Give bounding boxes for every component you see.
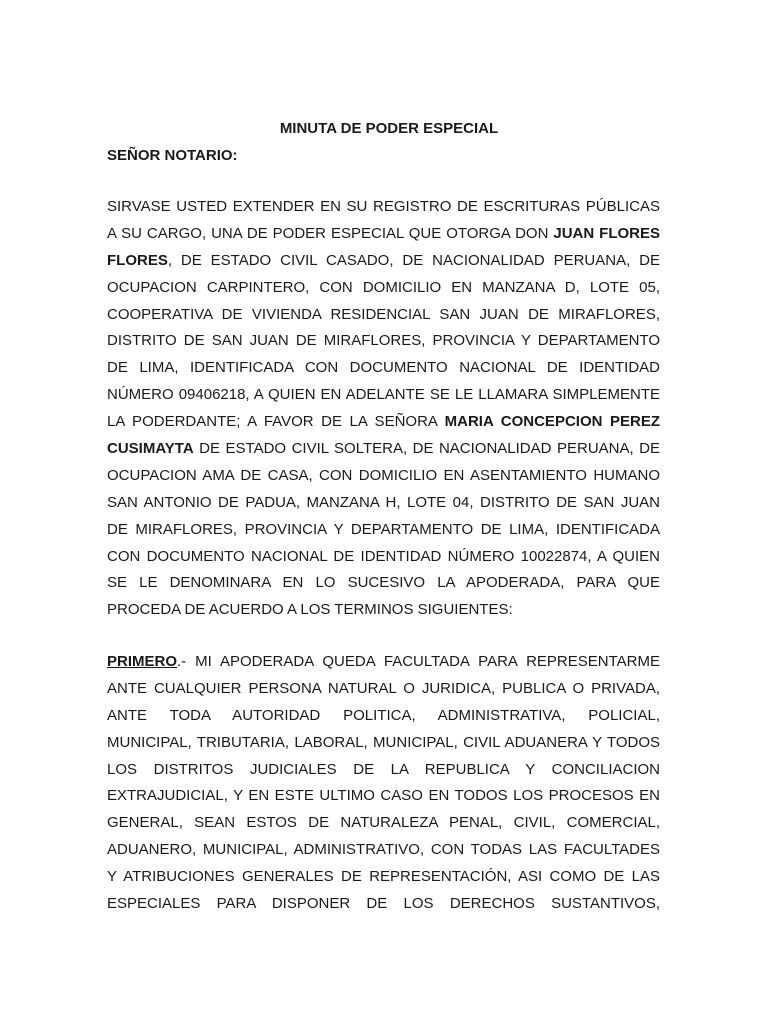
document-title: MINUTA DE PODER ESPECIAL	[279, 120, 499, 137]
text-line: SIRVASE USTED EXTENDER EN SU REGISTRO DE ESCRITURAS PÚBLICAS	[107, 198, 660, 215]
paragraph-primero	[107, 649, 660, 918]
text-line: OCUPACION AMA DE CASA, CON DOMICILIO EN ASENTAMIENTO HUMANO	[107, 466, 660, 484]
text-line: DE LIMA, IDENTIFICADA CON DOCUMENTO NACIONAL DE IDENTIDAD	[107, 359, 660, 377]
text-line: SAN ANTONIO DE PADUA, MANZANA H, LOTE 04, DISTRITO DE SAN JUAN	[107, 493, 660, 511]
text-line: MUNICIPAL, TRIBUTARIA, LABORAL, MUNICIPAL, CIVIL ADUANERA Y TODOS	[107, 733, 660, 751]
salutation: SEÑOR NOTARIO:	[107, 147, 238, 164]
text-line: PROCEDA DE ACUERDO A LOS TERMINOS SIGUIENTES:	[107, 601, 513, 619]
text-line: Y ATRIBUCIONES GENERALES DE REPRESENTACIÓN, ASI COMO DE LAS	[107, 868, 660, 886]
text-line: GENERAL, SEAN ESTOS DE NATURALEZA PENAL, CIVIL, COMERCIAL,	[107, 814, 660, 832]
text-fragment: .- MI APODERADA QUEDA FACULTADA PARA REPRESENTARME	[177, 653, 660, 670]
text-line: OCUPACION CARPINTERO, CON DOMICILIO EN MANZANA D, LOTE 05,	[107, 278, 660, 296]
text-fragment: DE ESTADO CIVIL SOLTERA, DE NACIONALIDAD PERUANA, DE	[193, 440, 660, 458]
text-line: SE LE DENOMINARA EN LO SUCESIVO LA APODERADA, PARA QUE	[107, 574, 660, 592]
text-fragment: LA PODERDANTE; A FAVOR DE LA SEÑORA	[107, 413, 445, 431]
apoderada-name-cont: CUSIMAYTA	[107, 440, 194, 458]
text-line	[107, 248, 660, 275]
text-line	[107, 436, 660, 463]
text-line: COOPERATIVA DE VIVIENDA RESIDENCIAL SAN JUAN DE MIRAFLORES,	[107, 305, 660, 323]
text-line: ANTE TODA AUTORIDAD POLITICA, ADMINISTRATIVA, POLICIAL,	[107, 706, 660, 724]
text-line	[107, 409, 660, 436]
text-line	[107, 649, 660, 676]
poderdante-name: JUAN FLORES	[553, 224, 661, 242]
text-line: CON DOCUMENTO NACIONAL DE IDENTIDAD NÚMERO 10022874, A QUIEN	[107, 547, 660, 565]
text-line	[107, 221, 660, 248]
text-line: EXTRAJUDICIAL, Y EN ESTE ULTIMO CASO EN TODOS LOS PROCESOS EN	[107, 787, 660, 805]
text-line: ANTE CUALQUIER PERSONA NATURAL O JURIDICA, PUBLICA O PRIVADA,	[107, 679, 660, 697]
text-fragment: , DE ESTADO CIVIL CASADO, DE NACIONALIDAD PERUANA, DE	[167, 251, 660, 269]
text-line: ADUANERO, MUNICIPAL, ADMINISTRATIVO, CON TODAS LAS FACULTADES	[107, 841, 660, 859]
text-line: ESPECIALES PARA DISPONER DE LOS DERECHOS SUSTANTIVOS,	[107, 895, 660, 913]
text-line: DE MIRAFLORES, PROVINCIA Y DEPARTAMENTO DE LIMA, IDENTIFICADA	[107, 520, 660, 538]
poderdante-name-cont: FLORES	[107, 251, 168, 269]
paragraph-otorgamiento	[107, 194, 660, 624]
text-line: DISTRITO DE SAN JUAN DE MIRAFLORES, PROVINCIA Y DEPARTAMENTO	[107, 332, 660, 350]
text-fragment: A SU CARGO, UNA DE PODER ESPECIAL QUE OTORGA DON	[107, 224, 554, 242]
apoderada-name: MARIA CONCEPCION PEREZ	[444, 413, 660, 431]
text-line: LOS DISTRITOS JUDICIALES DE LA REPUBLICA Y CONCILIACION	[107, 760, 660, 778]
text-line: NÚMERO 09406218, A QUIEN EN ADELANTE SE LE LLAMARA SIMPLEMENTE	[107, 386, 660, 404]
clause-heading: PRIMERO	[107, 653, 178, 670]
